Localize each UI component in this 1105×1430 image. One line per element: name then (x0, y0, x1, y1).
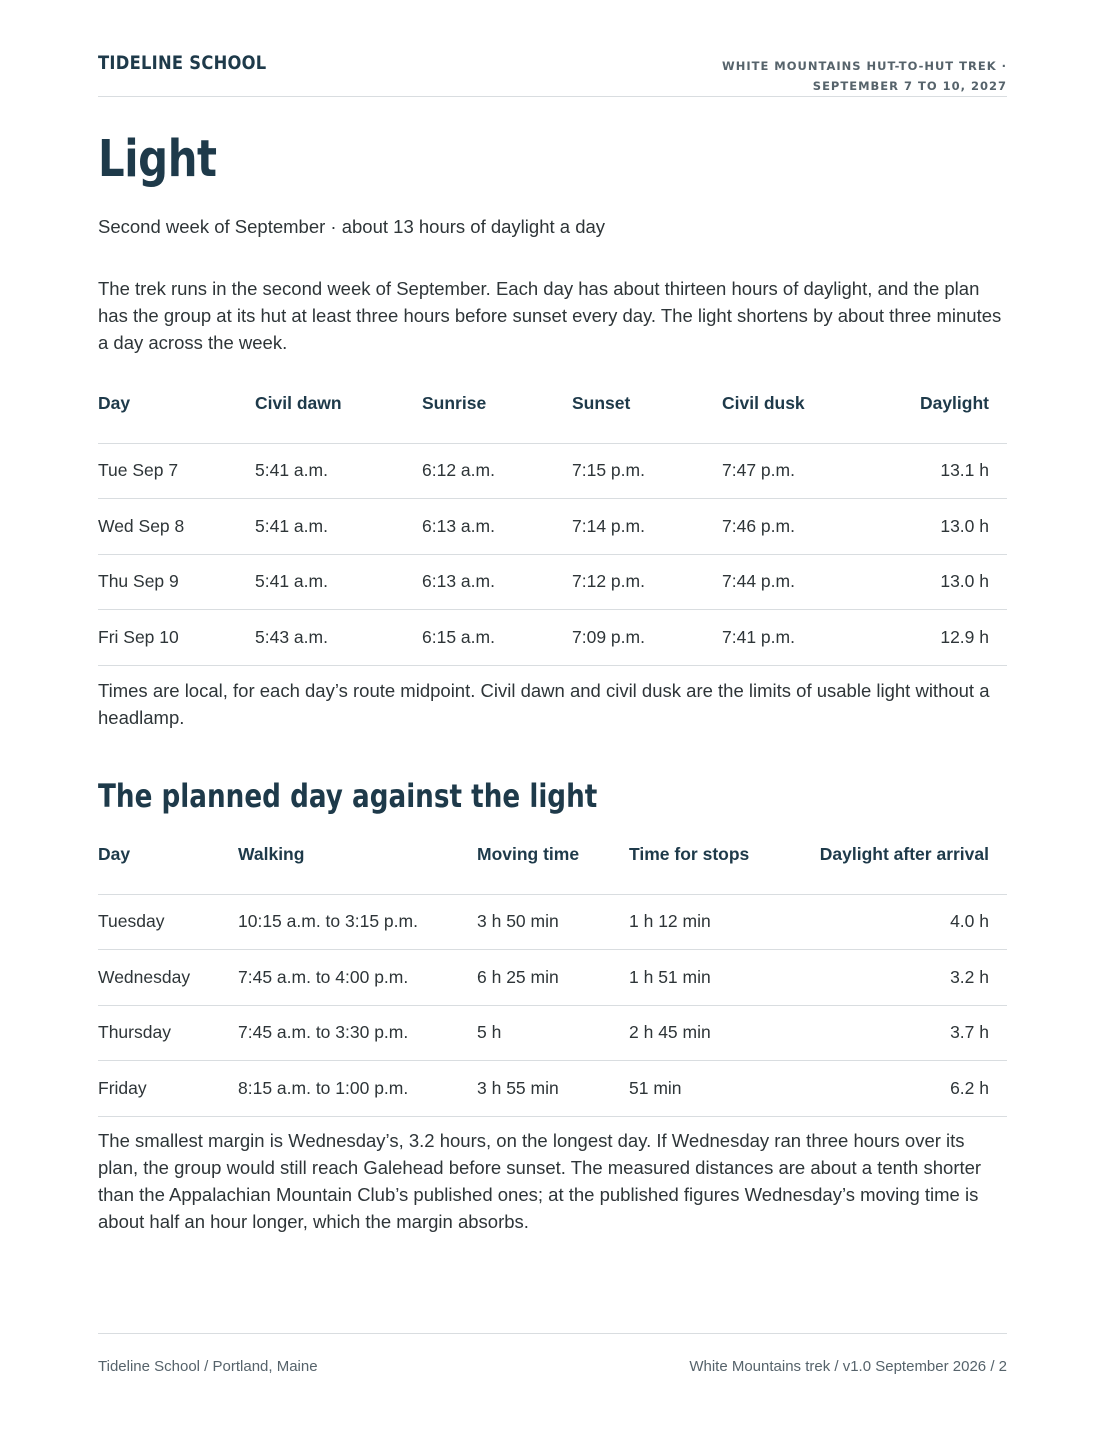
column-header: Walking (238, 835, 477, 894)
table-row (98, 499, 1007, 555)
table-row (98, 894, 1007, 950)
table-cell: 13.0 h (882, 499, 1007, 555)
table-cell: 6:13 a.m. (422, 499, 572, 555)
table-cell: 7:12 p.m. (572, 554, 722, 610)
table-row (98, 610, 1007, 666)
table-cell: 6:15 a.m. (422, 610, 572, 666)
column-header: Sunrise (422, 384, 572, 443)
table-row (98, 950, 1007, 1006)
plan-table-header (98, 835, 1007, 894)
table-row (98, 1061, 1007, 1117)
table-cell: 7:15 p.m. (572, 443, 722, 499)
table-cell: 3.7 h (809, 1005, 1007, 1061)
table-row (98, 443, 1007, 499)
table-cell: 3 h 50 min (477, 894, 629, 950)
column-header: Civil dawn (255, 384, 422, 443)
column-header: Moving time (477, 835, 629, 894)
table-cell: 13.0 h (882, 554, 1007, 610)
table-cell: Thursday (98, 1005, 238, 1061)
table-row (98, 1005, 1007, 1061)
table-cell: 5:43 a.m. (255, 610, 422, 666)
column-header: Day (98, 835, 238, 894)
table-cell: 6:13 a.m. (422, 554, 572, 610)
section-heading: The planned day against the light (98, 777, 598, 815)
table-cell: 5:41 a.m. (255, 499, 422, 555)
daylight-table (98, 384, 1007, 666)
brand-name: TIDELINE SCHOOL (98, 52, 267, 74)
table-cell: 7:09 p.m. (572, 610, 722, 666)
table-cell: 3.2 h (809, 950, 1007, 1006)
table-cell: 4.0 h (809, 894, 1007, 950)
trip-info-line2: SEPTEMBER 7 TO 10, 2027 (812, 79, 1007, 93)
table-cell: 5:41 a.m. (255, 443, 422, 499)
table-cell: 10:15 a.m. to 3:15 p.m. (238, 894, 477, 950)
table-cell: 7:45 a.m. to 4:00 p.m. (238, 950, 477, 1006)
table-cell: 6 h 25 min (477, 950, 629, 1006)
table-cell: Wednesday (98, 950, 238, 1006)
page-header (98, 52, 1007, 97)
footer-right: White Mountains trek / v1.0 September 2026 / 2 (689, 1358, 1007, 1375)
table-cell: Fri Sep 10 (98, 610, 255, 666)
table-cell: 7:41 p.m. (722, 610, 882, 666)
page-title: Light (98, 130, 217, 189)
table-cell: 7:14 p.m. (572, 499, 722, 555)
column-header: Sunset (572, 384, 722, 443)
table-cell: 6:12 a.m. (422, 443, 572, 499)
table-cell: 5 h (477, 1005, 629, 1061)
table-cell: Wed Sep 8 (98, 499, 255, 555)
plan-note: The smallest margin is Wednesday’s, 3.2 hours, on the longest day. If Wednesday ran three hours over its plan, the group would still reach Galehead before sunset. The measured distances are about a tenth shorter than the Appalachian Mountain Club’s published ones; at the published figures Wednesday’s moving time is about half an hour longer, which the margin absorbs. (98, 1130, 982, 1232)
column-header: Daylight (882, 384, 1007, 443)
table-cell: Friday (98, 1061, 238, 1117)
page-subtitle: Second week of September · about 13 hours of daylight a day (98, 216, 606, 237)
column-header: Day (98, 384, 255, 443)
plan-table (98, 835, 1007, 1117)
table-cell: Tuesday (98, 894, 238, 950)
table-cell: 51 min (629, 1061, 809, 1117)
table-cell: 1 h 12 min (629, 894, 809, 950)
table-cell: 3 h 55 min (477, 1061, 629, 1117)
table-cell: 7:46 p.m. (722, 499, 882, 555)
table-row (98, 554, 1007, 610)
table-cell: 1 h 51 min (629, 950, 809, 1006)
table-cell: 8:15 a.m. to 1:00 p.m. (238, 1061, 477, 1117)
document-page (98, 0, 1007, 1430)
column-header: Daylight after arrival (809, 835, 1007, 894)
table-cell: 5:41 a.m. (255, 554, 422, 610)
trip-info-line1: WHITE MOUNTAINS HUT-TO-HUT TREK · (722, 59, 1007, 73)
column-header: Civil dusk (722, 384, 882, 443)
column-header: Time for stops (629, 835, 809, 894)
table-cell: Thu Sep 9 (98, 554, 255, 610)
footer-left: Tideline School / Portland, Maine (98, 1358, 318, 1375)
table-cell: 7:47 p.m. (722, 443, 882, 499)
daylight-note: Times are local, for each day’s route midpoint. Civil dawn and civil dusk are the limits of usable light without a headlamp. (98, 680, 990, 728)
table-cell: Tue Sep 7 (98, 443, 255, 499)
table-cell: 7:45 a.m. to 3:30 p.m. (238, 1005, 477, 1061)
table-cell: 7:44 p.m. (722, 554, 882, 610)
page-footer (98, 1333, 1007, 1393)
intro-paragraph: The trek runs in the second week of September. Each day has about thirteen hours of daylight, and the plan has the group at its hut at least three hours before sunset every day. The light shortens by about three minutes a day across the week. (98, 278, 1002, 353)
table-cell: 2 h 45 min (629, 1005, 809, 1061)
daylight-table-header (98, 384, 1007, 443)
trip-info (722, 56, 1007, 96)
table-cell: 12.9 h (882, 610, 1007, 666)
table-cell: 6.2 h (809, 1061, 1007, 1117)
table-cell: 13.1 h (882, 443, 1007, 499)
